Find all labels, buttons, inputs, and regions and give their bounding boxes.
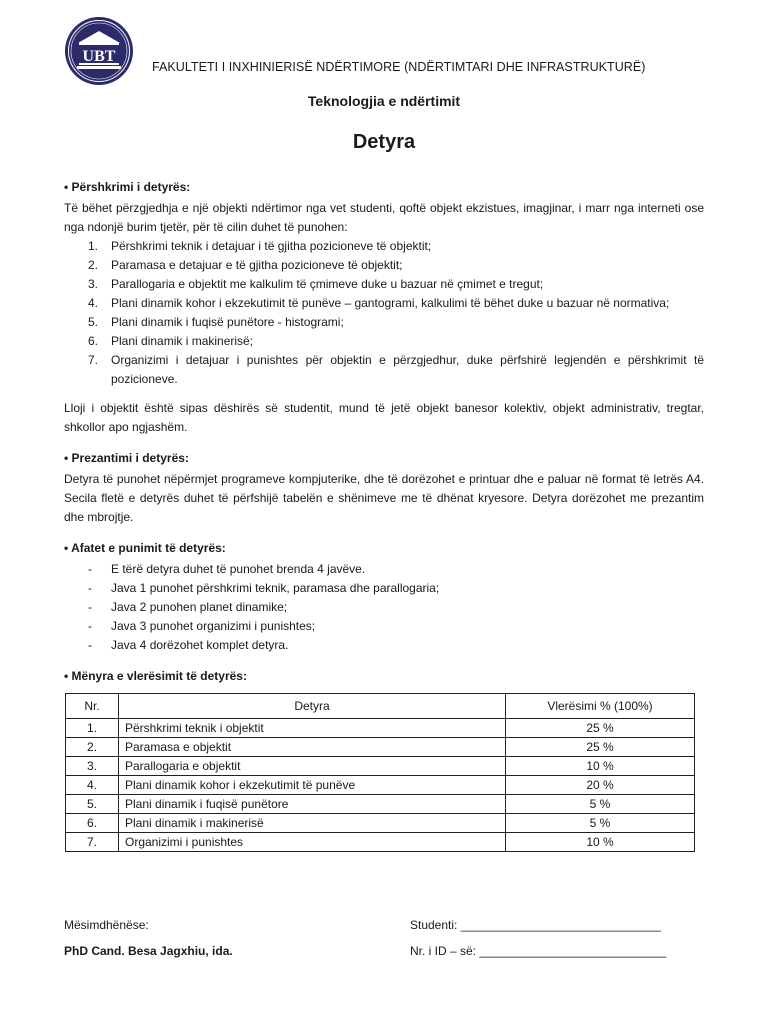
cell-score: 25 % (506, 719, 695, 738)
cell-task: Plani dinamik i makinerisë (119, 814, 506, 833)
description-list-item (64, 332, 704, 351)
evaluation-heading: • Mënyra e vlerësimit të detyrës: (64, 669, 247, 683)
list-item-text: Java 1 punohet përshkrimi teknik, paramasa dhe parallogaria; (111, 581, 440, 595)
list-item-text: Plani dinamik i makinerisë; (111, 334, 254, 348)
description-list-item (64, 237, 704, 256)
list-item-number: 6. (88, 334, 99, 348)
list-item-text: Java 3 punohet organizimi i punishtes; (111, 619, 316, 633)
presentation-heading: • Prezantimi i detyrës: (64, 451, 189, 465)
table-row (66, 719, 695, 738)
student-id-field: Nr. i ID – së: ____________________________ (410, 944, 667, 958)
list-item-number: 2. (88, 258, 99, 272)
presentation-text: Detyra të punohet nëpërmjet programeve kompjuterike, dhe të dorëzohet e printuar dhe e paluar në format të letrës A4. Secila fletë e detyrës duhet të përfshijë tabelën e shënimeve me të dhënat kryesore. Detyra dorëzohet me prezantim dhe mbrojtje. (64, 472, 704, 524)
student-name-field: Studenti: ______________________________ (410, 918, 661, 932)
table-header-row (66, 694, 695, 719)
cell-score: 25 % (506, 738, 695, 757)
cell-task: Plani dinamik i fuqisë punëtore (119, 795, 506, 814)
cell-task: Plani dinamik kohor i ekzekutimit të punëve (119, 776, 506, 795)
description-list-item (64, 351, 704, 389)
deadline-list-item (64, 560, 704, 579)
list-item-text: Java 2 punohen planet dinamike; (111, 600, 288, 614)
cell-nr: 7. (66, 833, 119, 852)
cell-nr: 2. (66, 738, 119, 757)
list-item-dash: - (88, 619, 92, 633)
logo-text: UBT (82, 48, 116, 65)
list-item-number: 4. (88, 296, 99, 310)
description-list-item (64, 256, 704, 275)
list-item-text: Paramasa e detajuar e të gjitha pozicioneve të objektit; (111, 258, 403, 272)
cell-nr: 5. (66, 795, 119, 814)
cell-task: Parallogaria e objektit (119, 757, 506, 776)
table-row (66, 814, 695, 833)
list-item-text: Plani dinamik i fuqisë punëtore - histogrami; (111, 315, 344, 329)
ubt-logo (64, 16, 134, 86)
deadlines-heading: • Afatet e punimit të detyrës: (64, 541, 226, 555)
evaluation-table (65, 693, 695, 852)
cell-nr: 4. (66, 776, 119, 795)
cell-score: 5 % (506, 814, 695, 833)
list-item-dash: - (88, 581, 92, 595)
document-body (64, 178, 704, 852)
deadline-list-item (64, 579, 704, 598)
list-item-text: Përshkrimi teknik i detajuar i të gjitha pozicioneve të objektit; (111, 239, 432, 253)
table-row (66, 795, 695, 814)
description-intro: Të bëhet përzgjedhja e një objekti ndërtimor nga vet studenti, qoftë objekt ekzistues, imagjinar, i marr nga interneti ose nga ndonjë burim tjetër, për të cilin duhet të punohen: (64, 201, 704, 234)
cell-score: 10 % (506, 757, 695, 776)
cell-nr: 1. (66, 719, 119, 738)
description-note: Lloji i objektit është sipas dëshirës së studentit, mund të jetë objekt banesor kolektiv, objekt administrativ, tregtar, shkollor apo ngjashëm. (64, 401, 704, 434)
deadlines-list (64, 560, 704, 655)
cell-task: Përshkrimi teknik i objektit (119, 719, 506, 738)
list-item-dash: - (88, 562, 92, 576)
column-header-task: Detyra (119, 694, 506, 719)
teacher-label: Mësimdhënëse: (64, 918, 149, 932)
table-row (66, 833, 695, 852)
list-item-text: E tërë detyra duhet të punohet brenda 4 javëve. (111, 562, 366, 576)
deadline-list-item (64, 598, 704, 617)
cell-task: Paramasa e objektit (119, 738, 506, 757)
subject-title: Teknologjia e ndërtimit (307, 93, 461, 109)
deadline-list-item (64, 617, 704, 636)
list-item-text: Parallogaria e objektit me kalkulim të çmimeve duke u bazuar në çmimet e tregut; (111, 277, 544, 291)
cell-task: Organizimi i punishtes (119, 833, 506, 852)
list-item-text: Plani dinamik kohor i ekzekutimit të punëve – gantogrami, kalkulimi të bëhet duke u bazuar në normativa; (111, 296, 670, 310)
table-row (66, 757, 695, 776)
cell-score: 10 % (506, 833, 695, 852)
page-title: Detyra (352, 131, 416, 153)
list-item-number: 5. (88, 315, 99, 329)
list-item-dash: - (88, 638, 92, 652)
list-item-dash: - (88, 600, 92, 614)
description-list-item (64, 294, 704, 313)
list-item-number: 7. (88, 353, 99, 367)
table-row (66, 738, 695, 757)
description-list-item (64, 313, 704, 332)
faculty-name: FAKULTETI I INXHINIERISË NDËRTIMORE (NDËRTIMTARI DHE INFRASTRUKTURË) (152, 60, 646, 74)
table-row (66, 776, 695, 795)
list-item-number: 1. (88, 239, 99, 253)
cell-nr: 3. (66, 757, 119, 776)
cell-nr: 6. (66, 814, 119, 833)
deadline-list-item (64, 636, 704, 655)
list-item-text: Organizimi i detajuar i punishtes për objektin e përzgjedhur, duke përfshirë legjendën e përshkrimit të pozicioneve. (111, 353, 704, 386)
list-item-number: 3. (88, 277, 99, 291)
description-list-item (64, 275, 704, 294)
description-heading: • Përshkrimi i detyrës: (64, 180, 191, 194)
list-item-text: Java 4 dorëzohet komplet detyra. (111, 638, 289, 652)
cell-score: 5 % (506, 795, 695, 814)
teacher-name: PhD Cand. Besa Jagxhiu, ida. (64, 944, 233, 958)
description-list (64, 237, 704, 389)
column-header-nr: Nr. (66, 694, 119, 719)
column-header-score: Vlerësimi % (100%) (506, 694, 695, 719)
cell-score: 20 % (506, 776, 695, 795)
